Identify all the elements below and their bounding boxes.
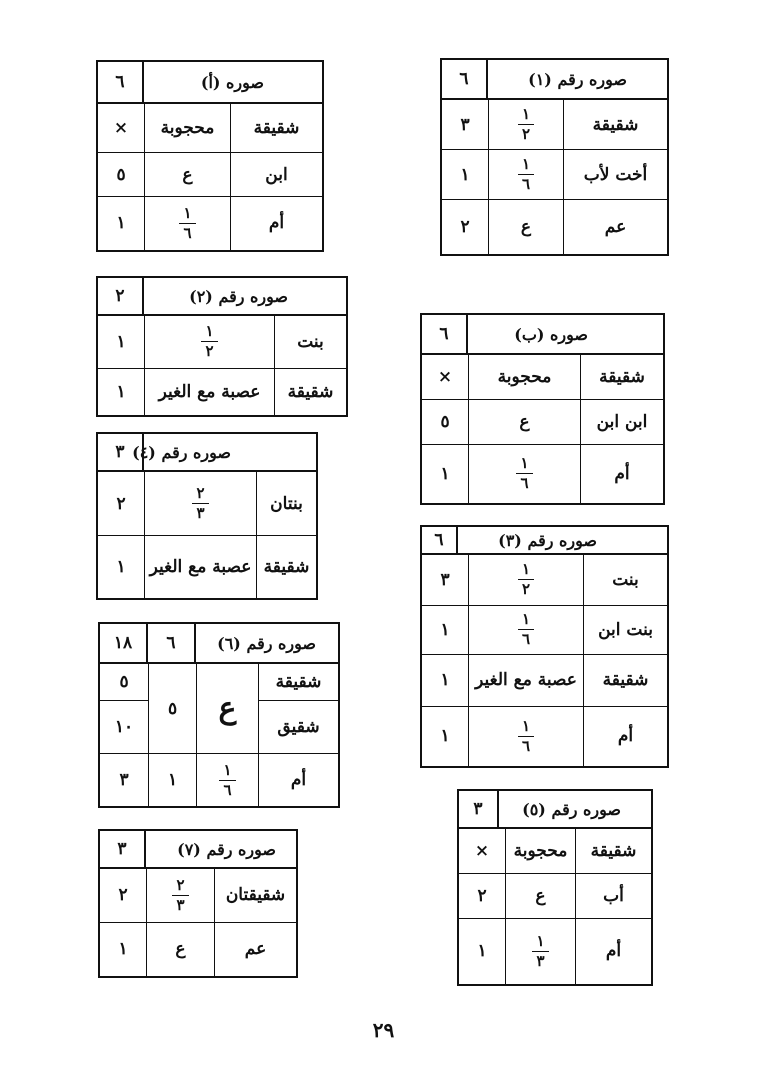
- base-number: ٢: [98, 278, 144, 314]
- page-number: ٢٩: [372, 1018, 395, 1042]
- share-cell: ×: [437, 367, 453, 388]
- table-title: صوره رقم (٧): [177, 839, 276, 859]
- table-header: [442, 60, 667, 100]
- inheritance-table-t5: [457, 789, 653, 986]
- heir-cell: شقيقة: [274, 368, 346, 415]
- portion-cell: [488, 149, 563, 198]
- share-cell: ٥: [148, 664, 196, 753]
- table-header: [422, 315, 663, 355]
- fraction-denominator: ٣: [196, 504, 205, 522]
- heir-cell: شقيقة: [230, 104, 322, 152]
- heir-cell: أم: [583, 706, 667, 766]
- portion-cell: [468, 555, 583, 605]
- heir-cell: شقيقة: [563, 100, 667, 149]
- fraction-denominator: ٦: [521, 736, 531, 755]
- share-cell: ٥: [98, 152, 144, 196]
- table-header: [100, 624, 338, 664]
- heir-cell: بنت: [583, 555, 667, 605]
- share-cell: ١: [442, 149, 488, 198]
- fraction-numerator: ٢: [192, 486, 208, 504]
- fraction-denominator: ٢: [521, 580, 531, 599]
- fraction-numerator: ١: [219, 763, 235, 781]
- portion-cell: [144, 316, 274, 368]
- portion-cell: عصبة مع الغير: [468, 654, 583, 706]
- fraction-numerator: ١: [179, 206, 195, 224]
- portion-cell: ع: [505, 873, 575, 917]
- heir-cell: شقيقتان: [214, 869, 296, 922]
- heir-cell: عم: [563, 199, 667, 254]
- inheritance-table-t3: [420, 525, 669, 768]
- portion-cell: ع: [488, 199, 563, 254]
- heir-cell: أم: [230, 196, 322, 250]
- portion-cell: [468, 605, 583, 655]
- base-number: ٦: [98, 62, 144, 102]
- portion-cell: [468, 706, 583, 766]
- inheritance-table-t4: [96, 432, 318, 600]
- share-cell: ٥: [422, 399, 468, 443]
- share-cell: ١: [422, 706, 468, 766]
- portion-cell: عصبة مع الغير: [144, 535, 256, 598]
- base-number: ٦: [148, 624, 196, 662]
- fraction: [192, 486, 208, 521]
- fraction-denominator: ٦: [521, 630, 531, 649]
- table-title: صوره (أ): [200, 72, 264, 92]
- portion-cell: ع: [468, 399, 580, 443]
- share-cell: ١: [422, 605, 468, 655]
- share-cell-corrected: ٣: [100, 753, 148, 806]
- share-cell: ٢: [118, 885, 128, 906]
- share-cell: ٣: [440, 569, 450, 590]
- fraction: [518, 716, 534, 755]
- fraction-denominator: ٣: [176, 895, 185, 914]
- fraction-denominator: ٢: [205, 342, 214, 361]
- fraction-numerator: ١: [201, 324, 217, 342]
- heir-cell: ابن ابن: [580, 399, 663, 443]
- share-cell: ٢: [459, 873, 505, 917]
- portion-cell: محجوبة: [505, 829, 575, 873]
- inheritance-table-t1: [440, 58, 669, 256]
- heir-cell: أم: [258, 753, 338, 806]
- fraction-denominator: ٦: [223, 780, 232, 799]
- portion-cell: [144, 196, 230, 250]
- portion-cell: [505, 918, 575, 984]
- table-title: صوره رقم (٤): [132, 442, 231, 462]
- heir-cell: أم: [575, 918, 651, 984]
- inheritance-table-ta: [96, 60, 324, 252]
- inheritance-table-tb: [420, 313, 665, 505]
- table-header: [98, 62, 322, 104]
- share-cell: ١: [148, 753, 196, 806]
- fraction-denominator: ٦: [520, 474, 529, 493]
- inheritance-table-t6: [98, 622, 340, 808]
- table-title: صوره رقم (٦): [217, 633, 316, 653]
- heir-cell: بنتان: [256, 472, 316, 535]
- heir-cell: بنت: [274, 316, 346, 368]
- table-title: صوره (ب): [514, 324, 588, 344]
- share-cell: ١: [98, 535, 144, 598]
- table-title: صوره رقم (٥): [522, 799, 621, 819]
- fraction: [179, 203, 195, 242]
- fraction-numerator: ١: [532, 934, 548, 952]
- portion-cell: محجوبة: [468, 355, 580, 399]
- inheritance-table-t2: [96, 276, 348, 417]
- share-cell: ١: [100, 922, 146, 976]
- fraction-numerator: ١: [518, 107, 534, 125]
- base-number: ٣: [98, 434, 144, 470]
- share-cell: ×: [113, 118, 129, 139]
- base-number-corrected: ١٨: [100, 624, 148, 662]
- portion-cell: ع: [144, 152, 230, 196]
- fraction-numerator: ١: [518, 719, 534, 737]
- base-number: ٦: [442, 60, 488, 98]
- portion-cell: [196, 753, 258, 806]
- fraction-denominator: ٦: [183, 223, 192, 242]
- fraction: [518, 562, 534, 597]
- base-number: ٣: [100, 831, 146, 867]
- share-cell: ١: [116, 331, 126, 352]
- fraction: [518, 612, 534, 647]
- table-title: صوره رقم (٣): [498, 530, 597, 550]
- share-cell: ١: [422, 444, 468, 503]
- fraction-numerator: ٢: [172, 878, 188, 896]
- heir-cell: أخت لأب: [563, 149, 667, 198]
- heir-cell: شقيقة: [258, 664, 338, 700]
- heir-cell: شقيقة: [580, 355, 663, 399]
- heir-cell: شقيقة: [256, 535, 316, 598]
- share-cell: ١: [98, 196, 144, 250]
- table-header: [459, 791, 651, 829]
- share-cell: ×: [474, 841, 490, 862]
- heir-cell: شقيقة: [575, 829, 651, 873]
- heir-cell: شقيقة: [583, 654, 667, 706]
- portion-cell: عصبة مع الغير: [144, 368, 274, 415]
- fraction-numerator: ١: [518, 612, 534, 630]
- fraction-numerator: ١: [516, 456, 532, 474]
- base-number: ٣: [459, 791, 499, 827]
- heir-cell: بنت ابن: [583, 605, 667, 655]
- fraction: [532, 931, 548, 970]
- table-title: صوره رقم (١): [528, 69, 627, 89]
- portion-cell: [468, 444, 580, 503]
- fraction: [518, 157, 534, 192]
- share-cell: ١: [422, 654, 468, 706]
- table-title: صوره رقم (٢): [189, 286, 288, 306]
- share-cell: ١: [459, 918, 505, 984]
- heir-cell: ابن: [230, 152, 322, 196]
- table-header: [98, 278, 346, 316]
- heir-cell: عم: [214, 922, 296, 976]
- portion-cell: [146, 869, 214, 922]
- table-header: [100, 831, 296, 869]
- fraction: [219, 760, 235, 799]
- table-header: [98, 434, 316, 472]
- share-cell-corrected: ١٠: [100, 700, 148, 753]
- fraction-numerator: ١: [518, 562, 534, 580]
- portion-cell: [144, 472, 256, 535]
- portion-cell: محجوبة: [144, 104, 230, 152]
- fraction-denominator: ٢: [521, 125, 531, 144]
- share-cell: ٣: [460, 114, 470, 135]
- heir-cell: أم: [580, 444, 663, 503]
- fraction: [201, 324, 217, 359]
- table-header: [422, 527, 667, 555]
- fraction: [518, 107, 534, 142]
- fraction: [516, 456, 532, 491]
- share-cell: ٢: [442, 199, 488, 254]
- portion-cell: [488, 100, 563, 149]
- share-cell: ٢: [116, 493, 126, 514]
- portion-cell: ع: [196, 664, 258, 753]
- fraction-denominator: ٣: [536, 951, 545, 970]
- base-number: ٦: [422, 315, 468, 353]
- base-number: ٦: [422, 527, 458, 553]
- inheritance-table-t7: [98, 829, 298, 978]
- portion-cell: ع: [146, 922, 214, 976]
- heir-cell: شقيق: [258, 700, 338, 753]
- share-cell-corrected: ٥: [119, 672, 129, 692]
- share-cell: ١: [98, 368, 144, 415]
- fraction: [172, 875, 188, 914]
- fraction-denominator: ٦: [521, 175, 531, 194]
- heir-cell: أب: [575, 873, 651, 917]
- fraction-numerator: ١: [518, 157, 534, 175]
